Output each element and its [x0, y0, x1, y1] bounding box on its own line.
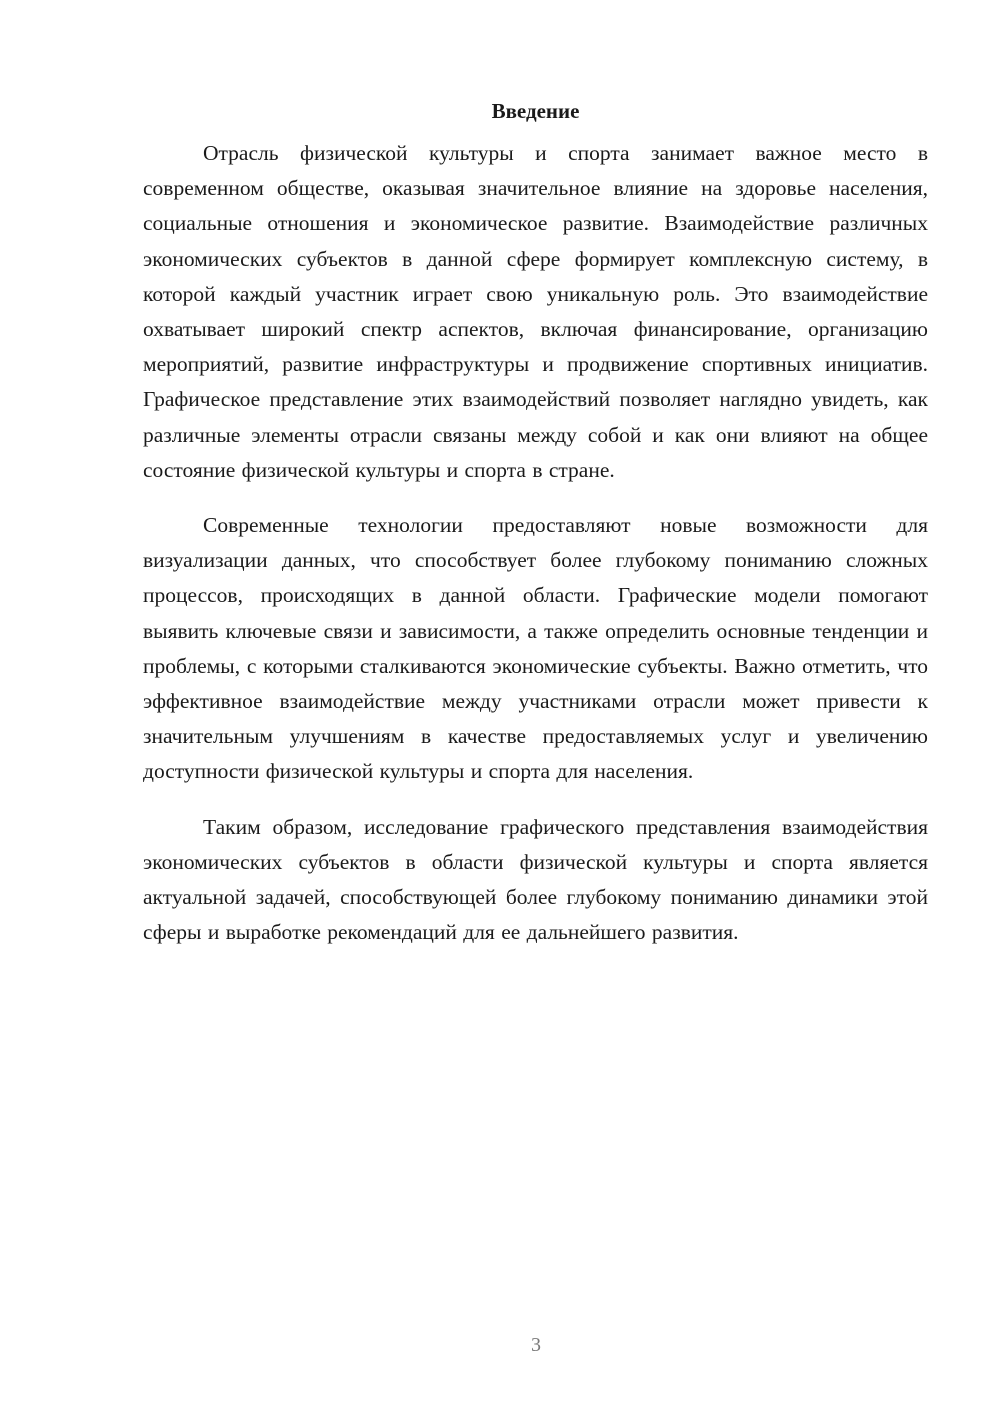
paragraph-1: Отрасль физической культуры и спорта занимает важное место в современном обществе, оказывая значительное влияние на здоровье населения, социальные отношения и экономическое развитие. Взаимодействие различных экономических субъектов в данной сфере формирует комплексную систему, в которой каждый участник играет свою уникальную роль. Это взаимодействие охватывает широкий спектр аспектов, включая финансирование, организацию мероприятий, развитие инфраструктуры и продвижение спортивных инициатив. Графическое представление этих взаимодействий позволяет наглядно увидеть, как различные элементы отрасли связаны между собой и как они влияют на общее состояние физической культуры и спорта в стране.: [143, 141, 928, 482]
page-content: [143, 96, 928, 970]
page-number: 3: [531, 1334, 541, 1356]
paragraph-3: Таким образом, исследование графического представления взаимодействия экономических субъектов в области физической культуры и спорта является актуальной задачей, способствующей более глубокому пониманию динамики этой сферы и выработке рекомендаций для ее дальнейшего развития.: [143, 814, 928, 945]
section-title: Введение: [491, 99, 580, 123]
paragraph-2: Современные технологии предоставляют новые возможности для визуализации данных, что способствует более глубокому пониманию сложных процессов, происходящих в данной области. Графические модели помогают выявить ключевые связи и зависимости, а также определить основные тенденции и проблемы, с которыми сталкиваются экономические субъекты. Важно отметить, что эффективное взаимодействие между участниками отрасли может привести к значительным улучшениям в качестве предоставляемых услуг и увеличению доступности физической культуры и спорта для населения.: [143, 513, 928, 784]
